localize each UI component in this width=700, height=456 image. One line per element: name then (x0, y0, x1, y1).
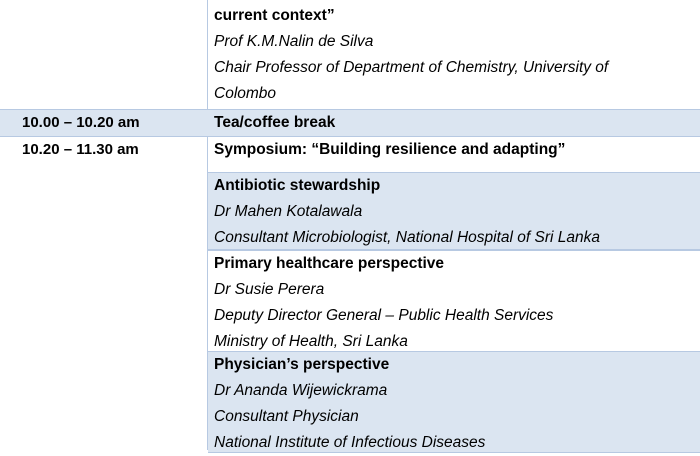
talk-topic: Primary healthcare perspective (214, 255, 445, 272)
talk-affiliation: Consultant Microbiologist, National Hospital of Sri Lanka (214, 229, 600, 246)
session-title-tail: current context” (214, 7, 335, 24)
symposium-title: Symposium: “Building resilience and adapting” (214, 141, 566, 158)
session-speaker: Prof K.M.Nalin de Silva (214, 33, 374, 50)
talk-speaker: Dr Mahen Kotalawala (214, 203, 363, 220)
talk-speaker: Dr Ananda Wijewickrama (214, 382, 388, 399)
symposium-row (0, 137, 700, 171)
talk-affiliation: Deputy Director General – Public Health Services (214, 307, 554, 324)
talk-affiliation: Consultant Physician (214, 408, 359, 425)
talk-topic: Physician’s perspective (214, 356, 390, 373)
talk-antibiotic-stewardship (208, 172, 700, 250)
talk-physicians-perspective (208, 351, 700, 453)
break-row (0, 109, 700, 137)
talk-speaker: Dr Susie Perera (214, 281, 325, 298)
symposium-time: 10.20 – 11.30 am (22, 141, 139, 158)
session-affiliation-line1: Chair Professor of Department of Chemistry, University of (214, 59, 609, 76)
session-affiliation-line2: Colombo (214, 85, 277, 102)
talk-affiliation: National Institute of Infectious Diseases (214, 434, 486, 451)
talk-primary-healthcare (208, 250, 700, 351)
break-time: 10.00 – 10.20 am (22, 114, 140, 131)
talk-affiliation: Ministry of Health, Sri Lanka (214, 333, 408, 350)
talk-topic: Antibiotic stewardship (214, 177, 381, 194)
continued-session-cell (214, 3, 694, 107)
break-label: Tea/coffee break (214, 114, 336, 131)
